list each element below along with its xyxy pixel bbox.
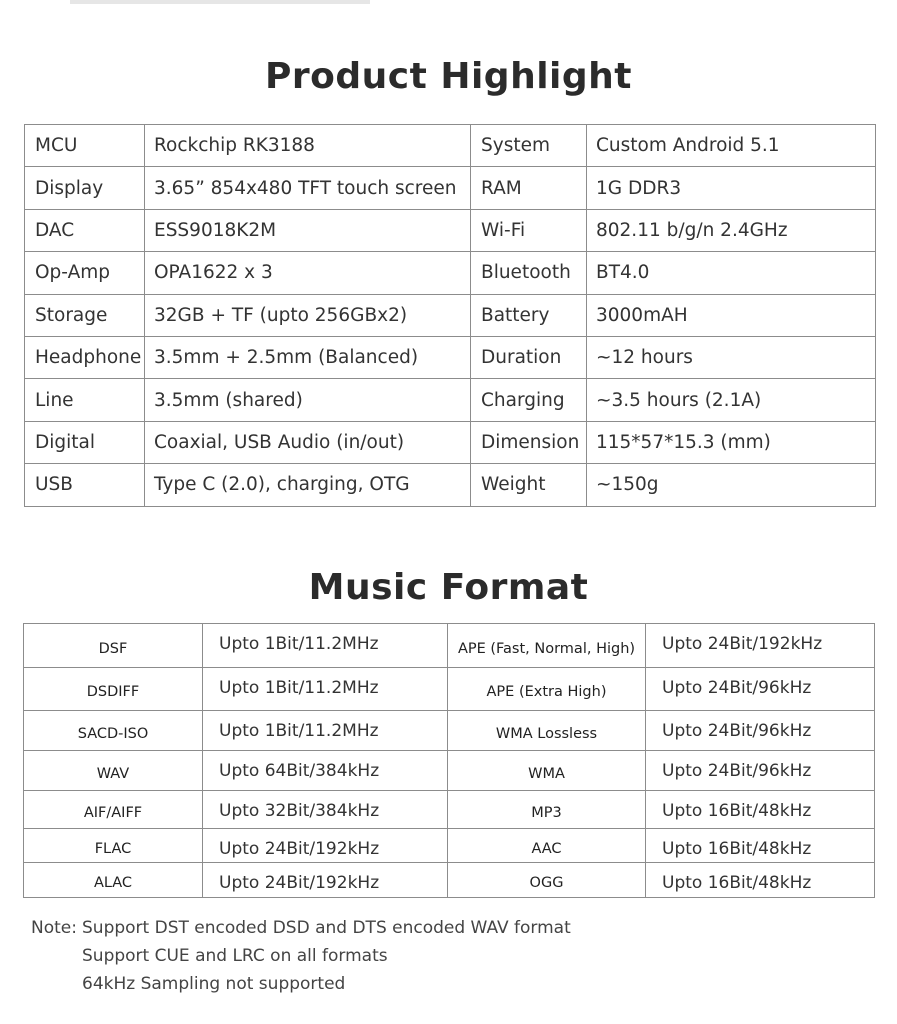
spec-value: 3000mAH [587, 294, 876, 336]
music-format-title: Music Format [308, 567, 589, 608]
format-name: DSDIFF [24, 668, 203, 711]
spec-row [25, 421, 876, 463]
spec-label: Weight [471, 464, 587, 506]
spec-value: 115*57*15.3 (mm) [587, 421, 876, 463]
spec-value: 1G DDR3 [587, 167, 876, 209]
spec-label: Storage [25, 294, 145, 336]
format-name: AAC [448, 829, 646, 863]
format-spec: Upto 24Bit/96kHz [646, 711, 875, 751]
format-spec: Upto 16Bit/48kHz [646, 863, 875, 898]
spec-label: Line [25, 379, 145, 421]
spec-value: ~12 hours [587, 336, 876, 378]
note-row [31, 942, 571, 970]
format-name: WMA [448, 751, 646, 791]
format-name: WAV [24, 751, 203, 791]
note-line: Support DST encoded DSD and DTS encoded WAV format [82, 918, 571, 938]
note-row [31, 914, 571, 942]
format-row [24, 711, 875, 751]
spec-value: Coaxial, USB Audio (in/out) [145, 421, 471, 463]
format-row [24, 751, 875, 791]
spec-label: Digital [25, 421, 145, 463]
note-line: 64kHz Sampling not supported [82, 974, 346, 994]
format-spec: Upto 24Bit/96kHz [646, 751, 875, 791]
format-spec: Upto 1Bit/11.2MHz [203, 624, 448, 668]
format-row [24, 791, 875, 829]
format-name: DSF [24, 624, 203, 668]
format-spec: Upto 24Bit/192kHz [203, 829, 448, 863]
format-name: MP3 [448, 791, 646, 829]
spec-label: RAM [471, 167, 587, 209]
format-name: WMA Lossless [448, 711, 646, 751]
format-name: AIF/AIFF [24, 791, 203, 829]
spec-value: BT4.0 [587, 252, 876, 294]
spec-row [25, 294, 876, 336]
format-name: SACD-ISO [24, 711, 203, 751]
note-line: Support CUE and LRC on all formats [82, 946, 388, 966]
spec-row [25, 252, 876, 294]
spec-row [25, 379, 876, 421]
note-row [31, 970, 571, 998]
format-spec: Upto 16Bit/48kHz [646, 829, 875, 863]
spec-value: 3.65” 854x480 TFT touch screen [145, 167, 471, 209]
spec-label: DAC [25, 209, 145, 251]
spec-label: USB [25, 464, 145, 506]
spec-row [25, 209, 876, 251]
spec-value: Type C (2.0), charging, OTG [145, 464, 471, 506]
spec-row [25, 125, 876, 167]
spec-label: Wi-Fi [471, 209, 587, 251]
spec-label: Duration [471, 336, 587, 378]
format-name: FLAC [24, 829, 203, 863]
spec-row [25, 336, 876, 378]
spec-value: ~3.5 hours (2.1A) [587, 379, 876, 421]
spec-value: ESS9018K2M [145, 209, 471, 251]
spec-label: Op-Amp [25, 252, 145, 294]
format-row [24, 863, 875, 898]
spec-label: Dimension [471, 421, 587, 463]
spec-value: Rockchip RK3188 [145, 125, 471, 167]
format-spec: Upto 24Bit/96kHz [646, 668, 875, 711]
spec-value: 3.5mm + 2.5mm (Balanced) [145, 336, 471, 378]
product-highlight-table [24, 124, 876, 507]
spec-value: Custom Android 5.1 [587, 125, 876, 167]
spec-value: 32GB + TF (upto 256GBx2) [145, 294, 471, 336]
spec-label: Display [25, 167, 145, 209]
spec-label: System [471, 125, 587, 167]
format-spec: Upto 24Bit/192kHz [203, 863, 448, 898]
spec-value: 802.11 b/g/n 2.4GHz [587, 209, 876, 251]
format-row [24, 829, 875, 863]
spec-label: Charging [471, 379, 587, 421]
note-label: Note: [31, 918, 77, 938]
format-name: APE (Extra High) [448, 668, 646, 711]
format-name: APE (Fast, Normal, High) [448, 624, 646, 668]
format-row [24, 668, 875, 711]
music-format-table [23, 623, 875, 898]
format-spec: Upto 64Bit/384kHz [203, 751, 448, 791]
top-divider [70, 0, 370, 4]
format-spec: Upto 24Bit/192kHz [646, 624, 875, 668]
spec-row [25, 167, 876, 209]
format-row [24, 624, 875, 668]
spec-label: Bluetooth [471, 252, 587, 294]
spec-value: 3.5mm (shared) [145, 379, 471, 421]
spec-value: OPA1622 x 3 [145, 252, 471, 294]
format-spec: Upto 16Bit/48kHz [646, 791, 875, 829]
spec-row [25, 464, 876, 506]
spec-label: MCU [25, 125, 145, 167]
format-name: ALAC [24, 863, 203, 898]
format-spec: Upto 32Bit/384kHz [203, 791, 448, 829]
spec-label: Battery [471, 294, 587, 336]
product-highlight-title: Product Highlight [264, 56, 632, 97]
notes [31, 914, 571, 998]
spec-label: Headphone [25, 336, 145, 378]
format-spec: Upto 1Bit/11.2MHz [203, 668, 448, 711]
format-name: OGG [448, 863, 646, 898]
format-spec: Upto 1Bit/11.2MHz [203, 711, 448, 751]
spec-value: ~150g [587, 464, 876, 506]
